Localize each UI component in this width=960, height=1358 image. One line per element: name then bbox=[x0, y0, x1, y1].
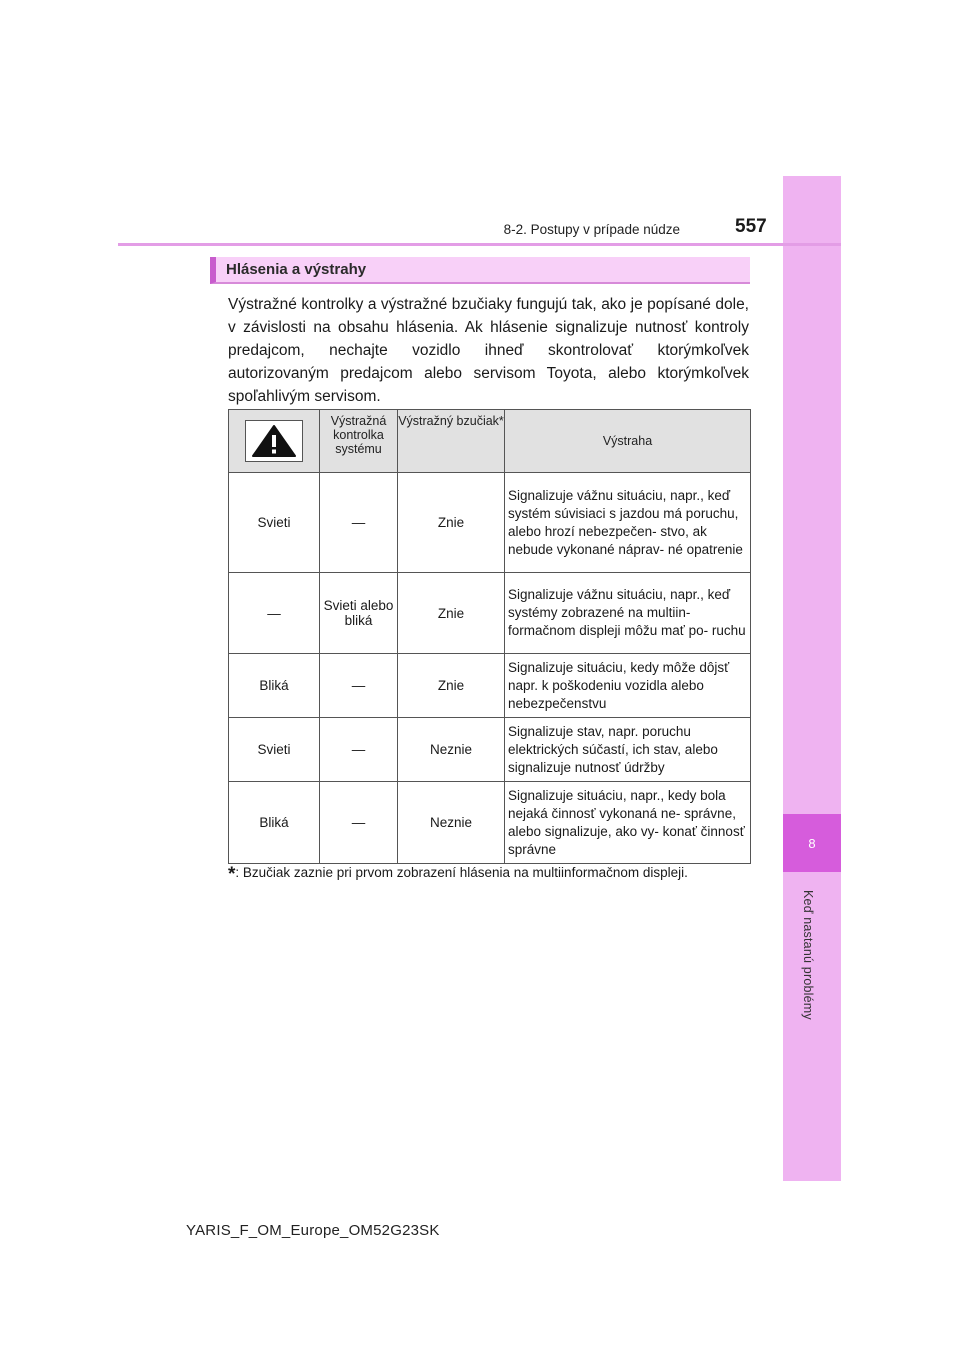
footnote-marker: * bbox=[228, 864, 236, 885]
table-header-row bbox=[229, 410, 751, 473]
cell-buzzer-state: Neznie bbox=[398, 782, 505, 864]
cell-warning-text: Signalizuje situáciu, kedy môže dôjsť napr. k poškodeniu vozidla alebo nebezpečenstvu bbox=[505, 654, 751, 718]
intro-paragraph: Výstražné kontrolky a výstražné bzučiaky fungujú tak, ako je popísané dole, v závislosti na obsahu hlásenia. Ak hlásenie signalizuje nutnosť kontroly predajcom, nechajte vozidlo ihneď skontrolovať ktorýmkoľvek autorizovaným predajcom alebo servisom Toyota, alebo ktorýmkoľvek spoľahlivým servisom. bbox=[228, 296, 749, 405]
cell-icon-state: Svieti bbox=[229, 473, 320, 573]
cell-icon-state: Svieti bbox=[229, 718, 320, 782]
header-warning: Výstraha bbox=[505, 410, 751, 473]
table-row bbox=[229, 654, 751, 718]
cell-warning-text: Signalizuje vážnu situáciu, napr., keď systémy zobrazené na multiin- formačnom displeji môžu mať po- ruchu bbox=[505, 573, 751, 654]
cell-light-state: Svieti alebo bliká bbox=[320, 573, 398, 654]
warning-table bbox=[228, 409, 751, 864]
header-section-title: 8-2. Postupy v prípade núdze bbox=[503, 222, 680, 237]
warning-triangle-icon bbox=[245, 420, 303, 462]
table-row bbox=[229, 473, 751, 573]
chapter-label: Keď nastanú problémy bbox=[801, 890, 815, 1020]
document-code: YARIS_F_OM_Europe_OM52G23SK bbox=[186, 1222, 440, 1239]
header-system-light: Výstražná kontrolka systému bbox=[320, 410, 398, 473]
cell-icon-state: Bliká bbox=[229, 782, 320, 864]
footnote-text: : Bzučiak zaznie pri prvom zobrazení hlásenia na multiinformačnom displeji. bbox=[235, 865, 688, 880]
header-rule bbox=[118, 243, 841, 246]
cell-warning-text: Signalizuje stav, napr. poruchu elektrických súčastí, ich stav, alebo signalizuje nutnosť údržby bbox=[505, 718, 751, 782]
chapter-side-tab bbox=[783, 176, 841, 1181]
cell-warning-text: Signalizuje situáciu, napr., kedy bola nejaká činnosť vykonaná ne- správne, alebo signalizuje, ako vy- konať činnosť správne bbox=[505, 782, 751, 864]
cell-buzzer-state: Neznie bbox=[398, 718, 505, 782]
header-buzzer: Výstražný bzučiak* bbox=[398, 410, 505, 473]
cell-light-state: — bbox=[320, 782, 398, 864]
table-row bbox=[229, 782, 751, 864]
table-row bbox=[229, 718, 751, 782]
cell-icon-state: Bliká bbox=[229, 654, 320, 718]
chapter-number: 8 bbox=[808, 835, 816, 851]
footnote bbox=[228, 864, 688, 886]
chapter-number-tab[interactable] bbox=[783, 814, 841, 872]
section-heading: Hlásenia a výstrahy bbox=[210, 257, 750, 284]
cell-buzzer-state: Znie bbox=[398, 573, 505, 654]
header-icon-cell bbox=[229, 410, 320, 473]
cell-buzzer-state: Znie bbox=[398, 654, 505, 718]
cell-buzzer-state: Znie bbox=[398, 473, 505, 573]
page-number: 557 bbox=[735, 216, 767, 237]
cell-icon-state: — bbox=[229, 573, 320, 654]
table-row bbox=[229, 573, 751, 654]
cell-light-state: — bbox=[320, 654, 398, 718]
cell-warning-text: Signalizuje vážnu situáciu, napr., keď systém súvisiaci s jazdou má poruchu, alebo hrozí nebezpečen- stvo, ak nebude vykonané náprav- né opatrenie bbox=[505, 473, 751, 573]
cell-light-state: — bbox=[320, 473, 398, 573]
cell-light-state: — bbox=[320, 718, 398, 782]
